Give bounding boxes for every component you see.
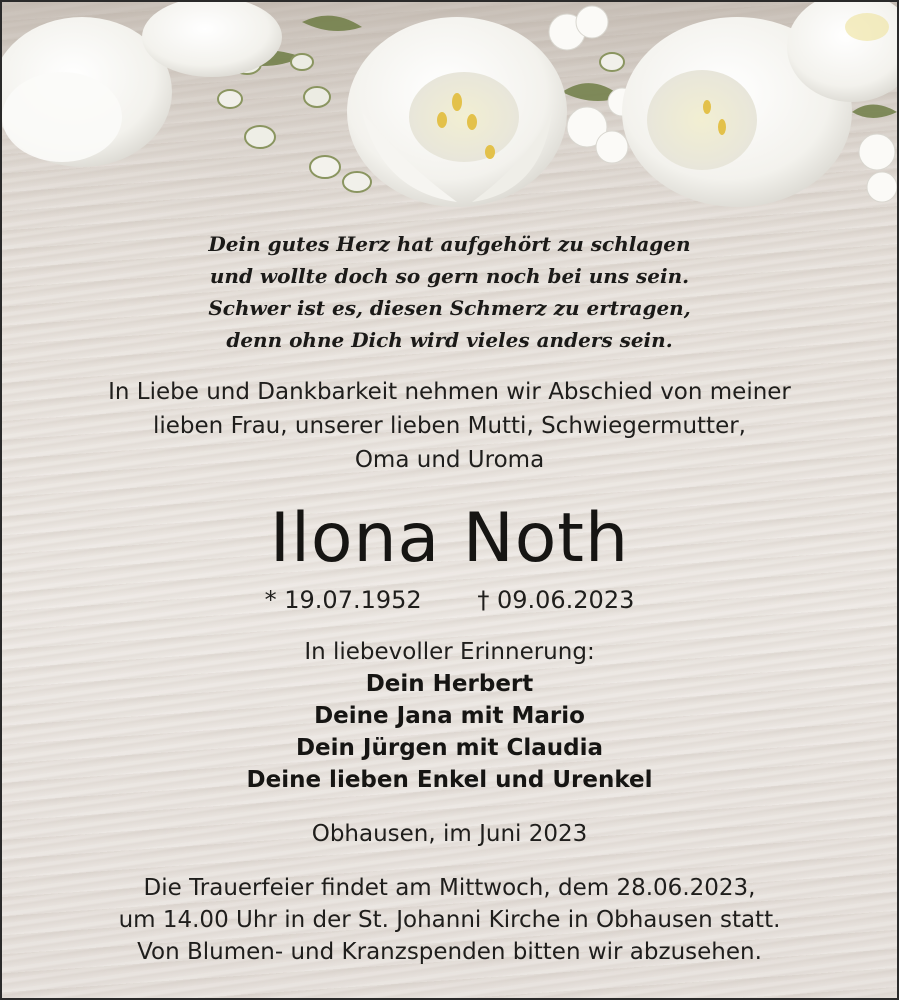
funeral-line: Von Blumen- und Kranzspenden bitten wir abzusehen. — [137, 939, 762, 965]
birth-date: * 19.07.1952 — [264, 586, 422, 614]
poem — [2, 228, 897, 356]
mourner: Dein Herbert — [365, 671, 534, 697]
funeral-notice — [2, 872, 897, 968]
mourner: Deine lieben Enkel und Urenkel — [246, 767, 653, 793]
intro-line: lieben Frau, unserer lieben Mutti, Schwiegermutter, — [153, 413, 746, 439]
funeral-line: Die Trauerfeier findet am Mittwoch, dem 28.06.2023, — [143, 875, 756, 901]
poem-line: Schwer ist es, diesen Schmerz zu ertragen, — [208, 296, 691, 320]
mourner: Dein Jürgen mit Claudia — [295, 735, 604, 761]
mourners-list — [2, 668, 897, 796]
intro-line: Oma und Uroma — [354, 447, 545, 473]
poem-line: und wollte doch so gern noch bei uns sein. — [209, 264, 690, 288]
poem-line: Dein gutes Herz hat aufgehört zu schlagen — [208, 232, 691, 256]
mourner: Deine Jana mit Mario — [314, 703, 585, 729]
deceased-name: Ilona Noth — [269, 499, 630, 578]
white-tulips-image — [2, 2, 899, 232]
intro-line: In Liebe und Dankbarkeit nehmen wir Abschied von meiner — [108, 379, 791, 405]
poem-line: denn ohne Dich wird vieles anders sein. — [226, 328, 673, 352]
memory-heading: In liebevoller Erinnerung: — [304, 639, 595, 665]
place-date: Obhausen, im Juni 2023 — [311, 821, 588, 847]
farewell-intro — [2, 375, 897, 477]
life-dates — [2, 584, 897, 616]
funeral-line: um 14.00 Uhr in der St. Johanni Kirche in Obhausen statt. — [118, 907, 781, 933]
death-date: † 09.06.2023 — [477, 586, 635, 614]
